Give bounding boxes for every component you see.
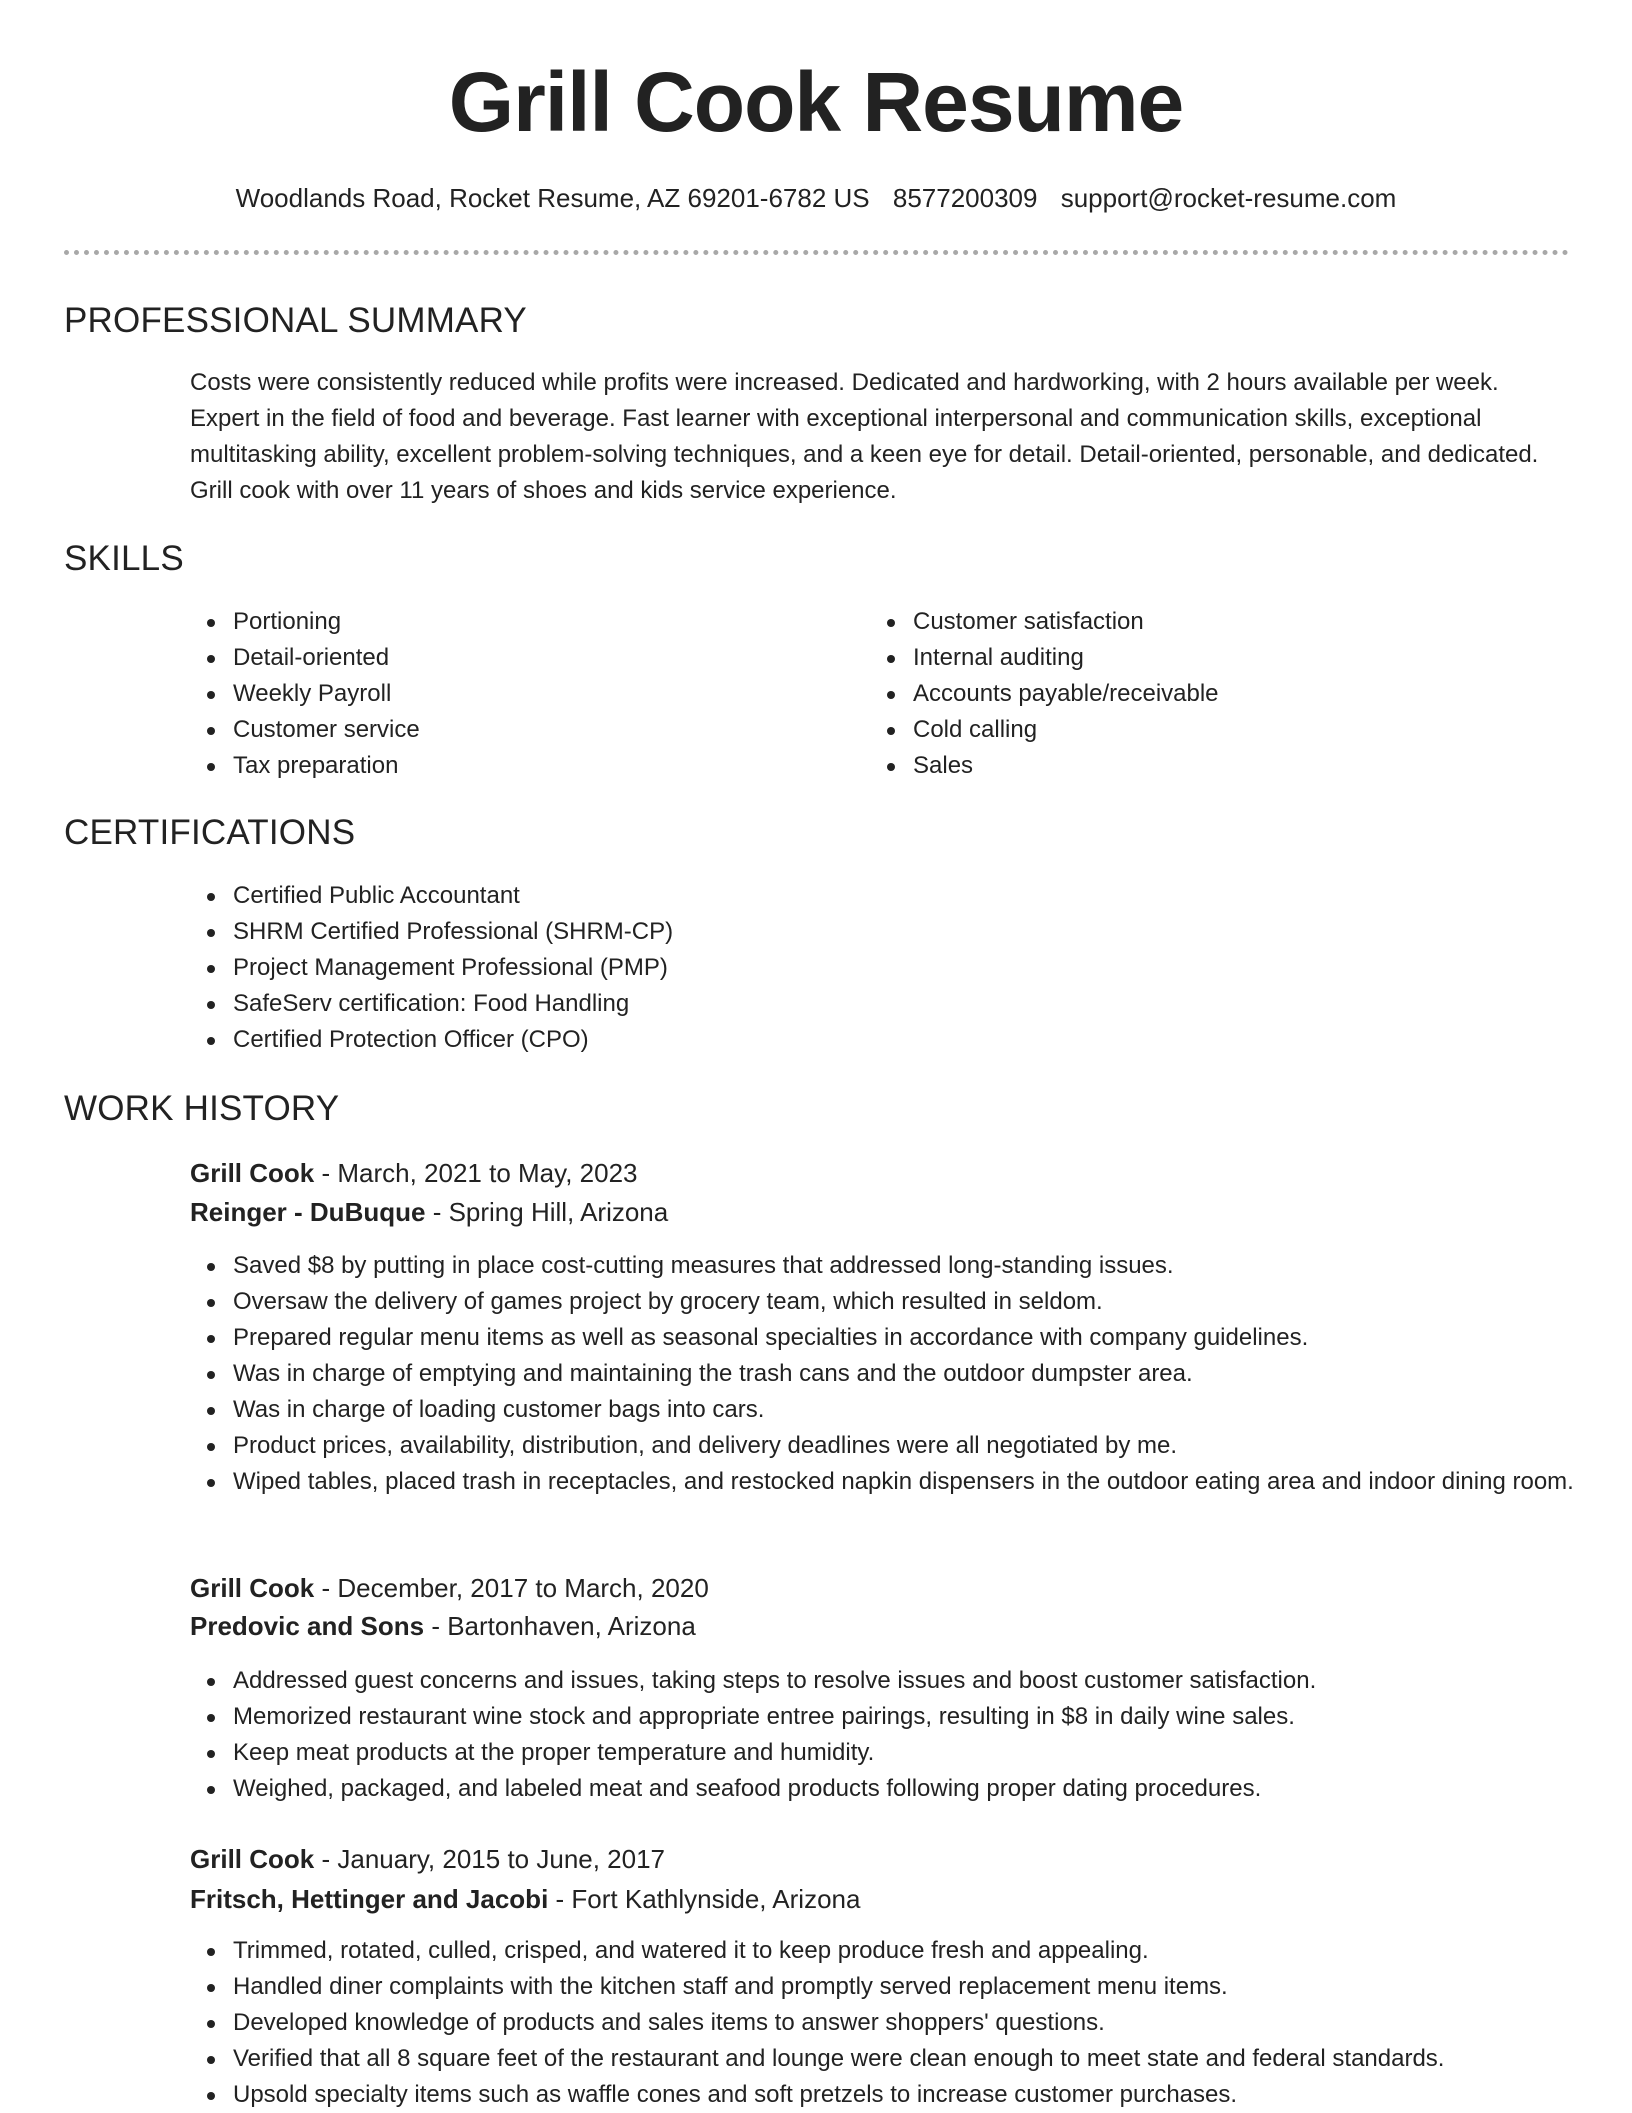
list-item: Addressed guest concerns and issues, taking steps to resolve issues and boost customer satisfaction. (233, 1663, 1613, 1699)
list-item: Product prices, availability, distribution, and delivery deadlines were all negotiated by me. (233, 1428, 1613, 1464)
list-item: Detail-oriented (233, 640, 853, 676)
job-title: Grill Cook (190, 1844, 315, 1874)
job-title-line (190, 1569, 709, 1607)
contact-address: Woodlands Road, Rocket Resume, AZ 69201-6782 US (235, 183, 870, 213)
job-bullets (190, 1933, 1613, 2113)
resume-title: Grill Cook Resume (448, 55, 1184, 149)
list-item: Cold calling (913, 712, 1593, 748)
list-item: Was in charge of emptying and maintaining the trash cans and the outdoor dumpster area. (233, 1356, 1613, 1392)
list-item: Accounts payable/receivable (913, 676, 1593, 712)
job-title-line (190, 1154, 638, 1192)
certifications-list (190, 878, 1433, 1058)
list-item: Weighed, packaged, and labeled meat and seafood products following proper dating procedures. (233, 1771, 1613, 1807)
skills-heading: SKILLS (64, 539, 184, 578)
skills-list-left (190, 604, 853, 784)
job-title: Grill Cook (190, 1573, 315, 1603)
list-item: Memorized restaurant wine stock and appropriate entree pairings, resulting in $8 in daily wine sales. (233, 1699, 1613, 1735)
list-item: Trimmed, rotated, culled, crisped, and watered it to keep produce fresh and appealing. (233, 1933, 1613, 1969)
list-item: Upsold specialty items such as waffle cones and soft pretzels to increase customer purchases. (233, 2077, 1613, 2113)
summary-text: Costs were consistently reduced while profits were increased. Dedicated and hardworking, with 2 hours available per week. Expert in the field of food and beverage. Fast learner with exceptional interpersonal and communication skills, exceptional multitasking ability, excellent problem-solving techniques, and a keen eye for detail. Detail-oriented, personable, and dedicated. Grill cook with over 11 years of shoes and kids service experience. (190, 369, 1539, 504)
summary-heading: PROFESSIONAL SUMMARY (64, 301, 527, 340)
list-item: Was in charge of loading customer bags into cars. (233, 1392, 1613, 1428)
job-bullets (190, 1663, 1613, 1807)
contact-phone: 8577200309 (892, 183, 1038, 213)
job-title-line (190, 1840, 665, 1878)
contact-email: support@rocket-resume.com (1060, 183, 1397, 213)
list-item: Tax preparation (233, 748, 853, 784)
list-item: Sales (913, 748, 1593, 784)
list-item: Internal auditing (913, 640, 1593, 676)
list-item: Customer service (233, 712, 853, 748)
contact-line (0, 180, 1632, 216)
job-company: Fritsch, Hettinger and Jacobi (190, 1884, 549, 1914)
list-item: Keep meat products at the proper temperature and humidity. (233, 1735, 1613, 1771)
job-title: Grill Cook (190, 1158, 315, 1188)
work-history-heading: WORK HISTORY (64, 1089, 340, 1128)
list-item: Customer satisfaction (913, 604, 1593, 640)
list-item: Portioning (233, 604, 853, 640)
list-item: Handled diner complaints with the kitchen staff and promptly served replacement menu items. (233, 1969, 1613, 2005)
list-item: Weekly Payroll (233, 676, 853, 712)
list-item: Developed knowledge of products and sales items to answer shoppers' questions. (233, 2005, 1613, 2041)
job-dates: - January, 2015 to June, 2017 (321, 1844, 666, 1874)
job-company-line (190, 1607, 696, 1645)
job-company: Reinger - DuBuque (190, 1197, 426, 1227)
skills-list-right (870, 604, 1593, 784)
list-item: Project Management Professional (PMP) (233, 950, 1433, 986)
job-company-line (190, 1193, 668, 1231)
list-item: Wiped tables, placed trash in receptacles, and restocked napkin dispensers in the outdoor eating area and indoor dining room. (233, 1464, 1613, 1500)
list-item: Certified Public Accountant (233, 878, 1433, 914)
list-item: Certified Protection Officer (CPO) (233, 1022, 1433, 1058)
job-dates: - March, 2021 to May, 2023 (321, 1158, 638, 1188)
certifications-heading: CERTIFICATIONS (64, 813, 356, 852)
list-item: Oversaw the delivery of games project by grocery team, which resulted in seldom. (233, 1284, 1613, 1320)
list-item: Prepared regular menu items as well as seasonal specialties in accordance with company guidelines. (233, 1320, 1613, 1356)
job-location: - Fort Kathlynside, Arizona (555, 1884, 861, 1914)
list-item: SHRM Certified Professional (SHRM-CP) (233, 914, 1433, 950)
list-item: SafeServ certification: Food Handling (233, 986, 1433, 1022)
job-location: - Spring Hill, Arizona (432, 1197, 669, 1227)
job-dates: - December, 2017 to March, 2020 (321, 1573, 709, 1603)
job-location: - Bartonhaven, Arizona (431, 1611, 696, 1641)
job-bullets (190, 1248, 1613, 1500)
header-divider (64, 250, 1569, 255)
list-item: Verified that all 8 square feet of the restaurant and lounge were clean enough to meet state and federal standards. (233, 2041, 1613, 2077)
job-company-line (190, 1880, 860, 1918)
list-item: Saved $8 by putting in place cost-cutting measures that addressed long-standing issues. (233, 1248, 1613, 1284)
job-company: Predovic and Sons (190, 1611, 425, 1641)
